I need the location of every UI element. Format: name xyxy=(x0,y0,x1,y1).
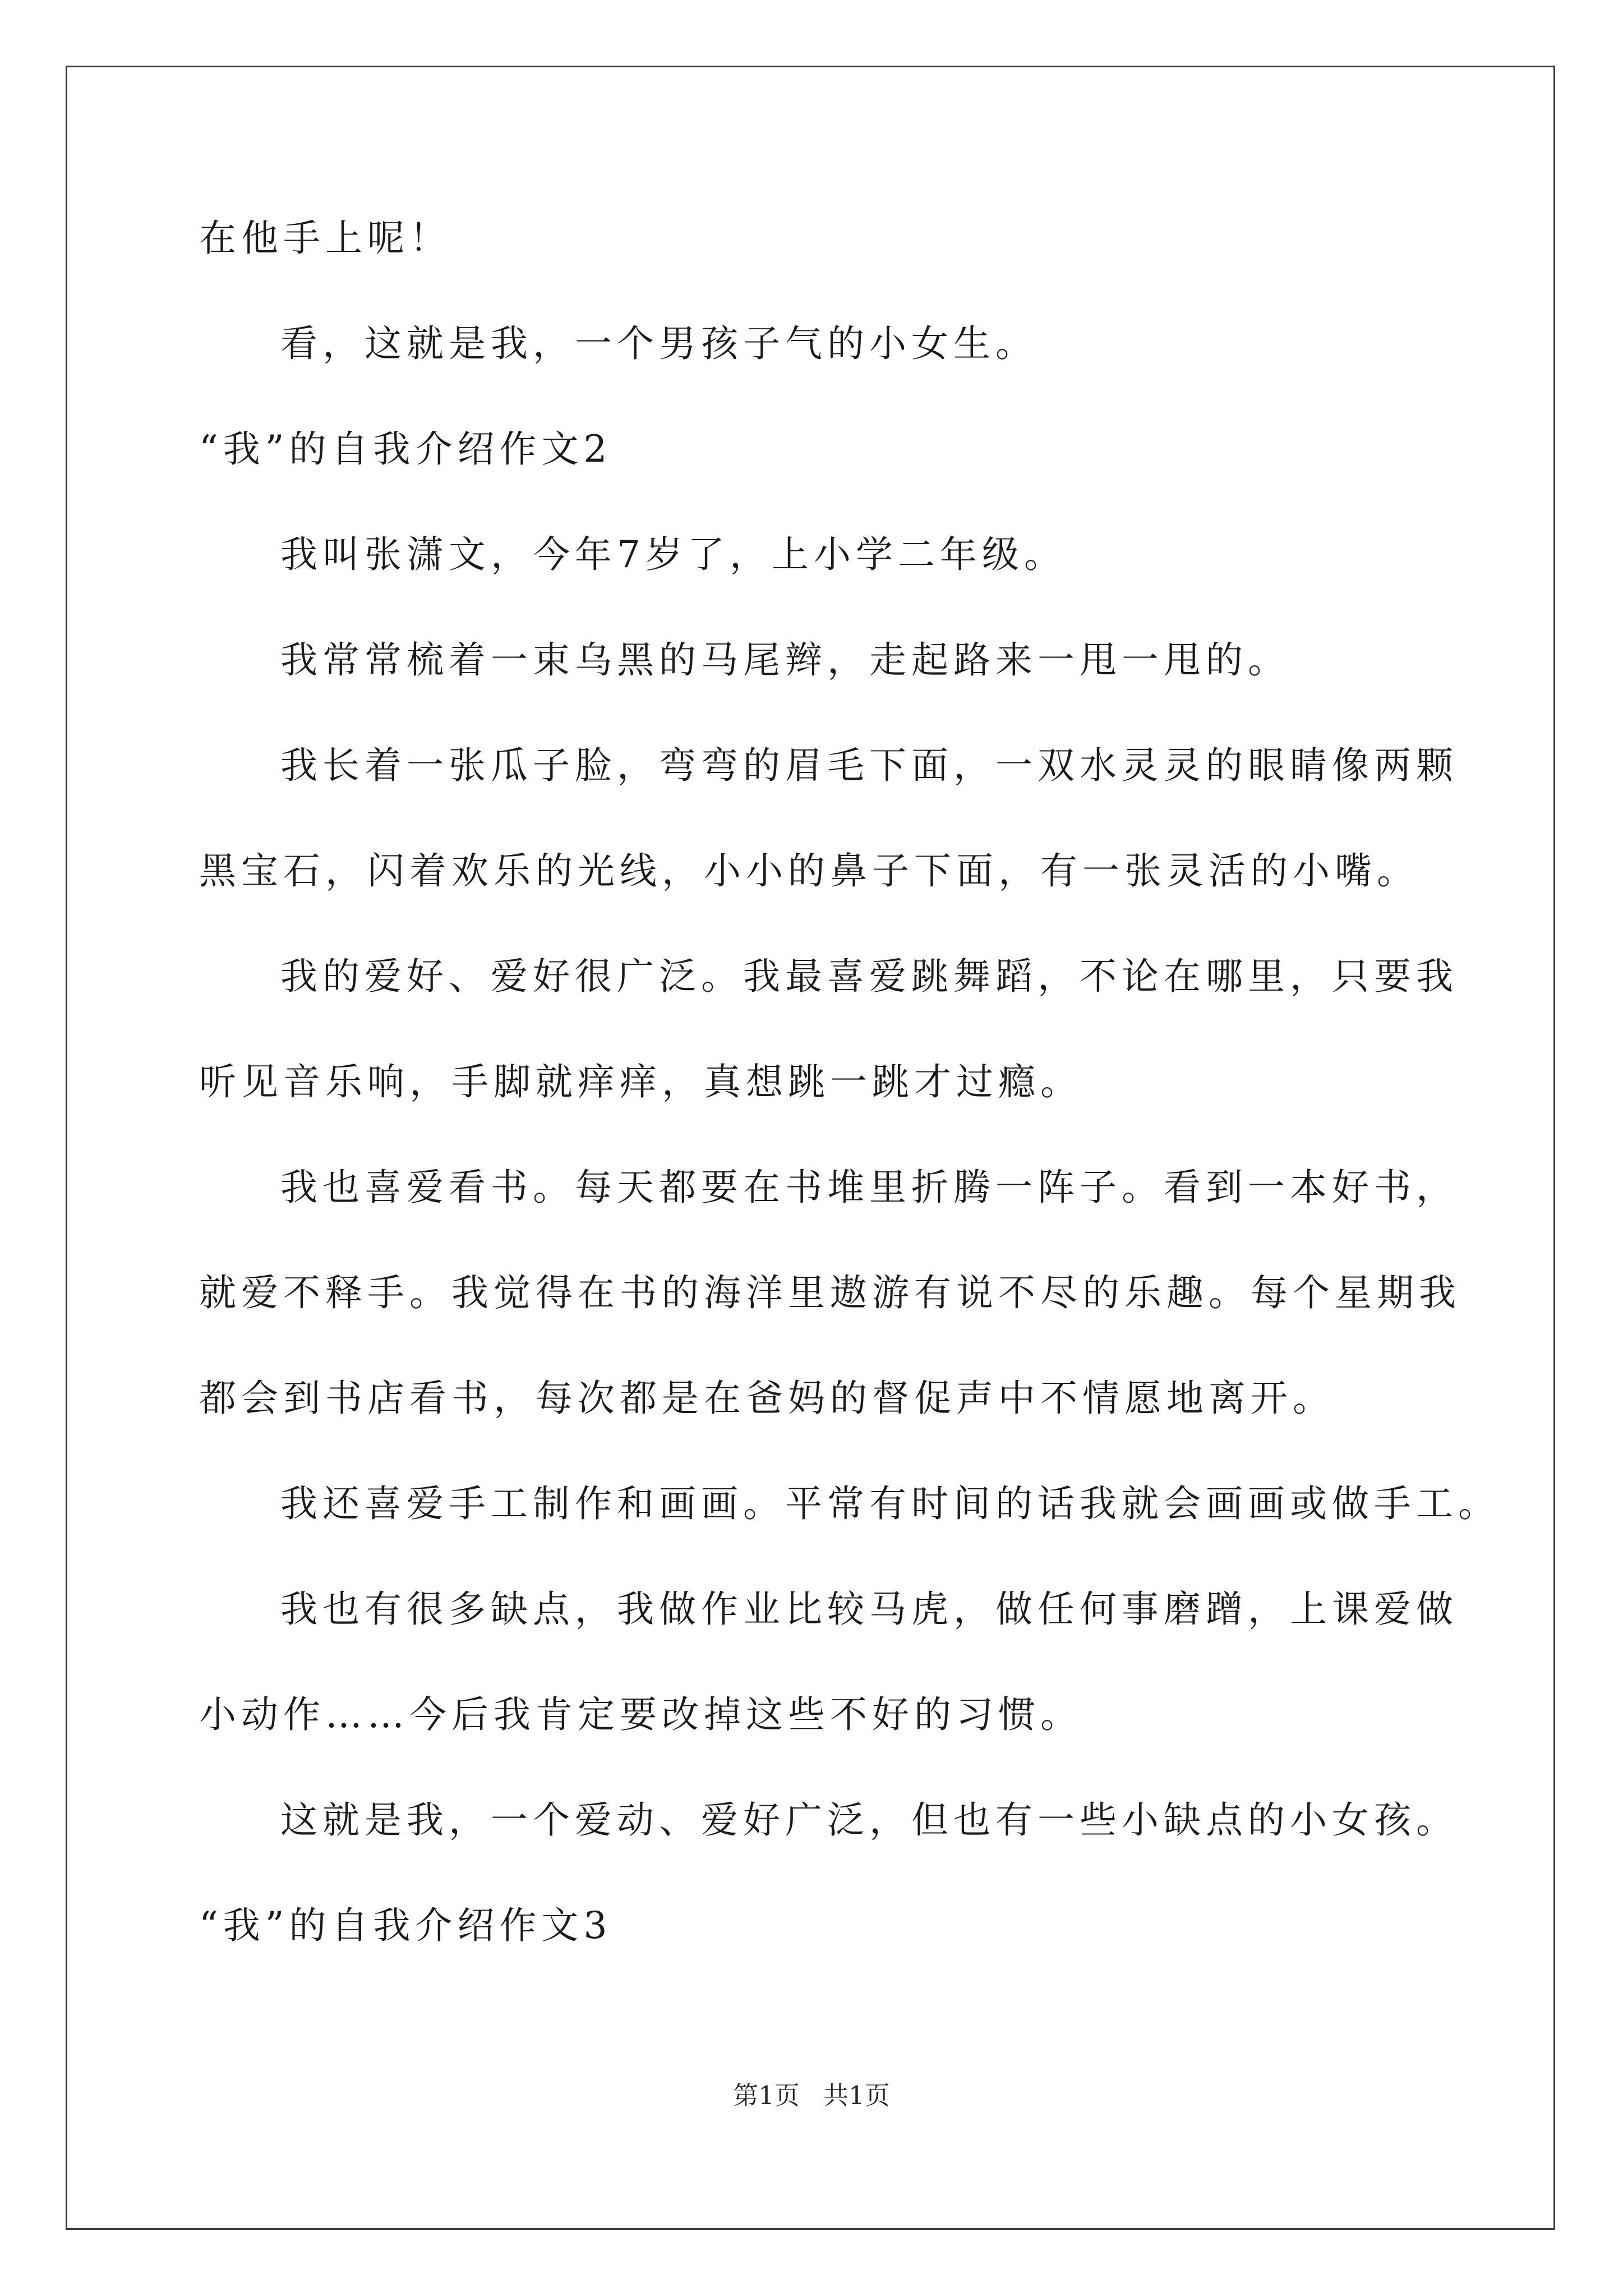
text-line: 我也有很多缺点，我做作业比较马虎，做任何事磨蹭，上课爱做 xyxy=(280,1588,1458,1631)
text-line: 我叫张潇文，今年7岁了，上小学二年级。 xyxy=(280,533,1066,576)
text-line: 黑宝石，闪着欢乐的光线，小小的鼻子下面，有一张灵活的小嘴。 xyxy=(199,849,1419,892)
text-line: 小动作……今后我肯定要改掉这些不好的习惯。 xyxy=(199,1693,1082,1736)
text-line: 在他手上呢！ xyxy=(199,217,451,260)
text-line: 这就是我，一个爱动、爱好广泛，但也有一些小缺点的小女孩。 xyxy=(280,1798,1458,1842)
text-line: 看，这就是我，一个男孩子气的小女生。 xyxy=(280,322,1038,365)
section-heading: “我”的自我介绍作文3 xyxy=(199,1904,612,1947)
text-line: 都会到书店看书，每次都是在爸妈的督促声中不情愿地离开。 xyxy=(199,1377,1335,1420)
text-line: 我的爱好、爱好很广泛。我最喜爱跳舞蹈，不论在哪里，只要我 xyxy=(280,955,1458,998)
text-line: 我也喜爱看书。每天都要在书堆里折腾一阵子。看到一本好书， xyxy=(280,1166,1458,1209)
text-line: 听见音乐响，手脚就痒痒，真想跳一跳才过瘾。 xyxy=(199,1060,1082,1103)
text-line: 我常常梳着一束乌黑的马尾辫，走起路来一甩一甩的。 xyxy=(280,638,1290,682)
text-line: 我还喜爱手工制作和画画。平常有时间的话我就会画画或做手工。 xyxy=(280,1482,1500,1525)
text-line: 就爱不释手。我觉得在书的海洋里遨游有说不尽的乐趣。每个星期我 xyxy=(199,1271,1461,1314)
page-footer xyxy=(0,2079,1623,2113)
text-line: 我长着一张瓜子脸，弯弯的眉毛下面，一双水灵灵的眼睛像两颗 xyxy=(280,744,1458,787)
total-pages-label: 共1页 xyxy=(823,2081,890,2110)
current-page-label: 第1页 xyxy=(733,2081,800,2110)
section-heading: “我”的自我介绍作文2 xyxy=(199,427,612,471)
